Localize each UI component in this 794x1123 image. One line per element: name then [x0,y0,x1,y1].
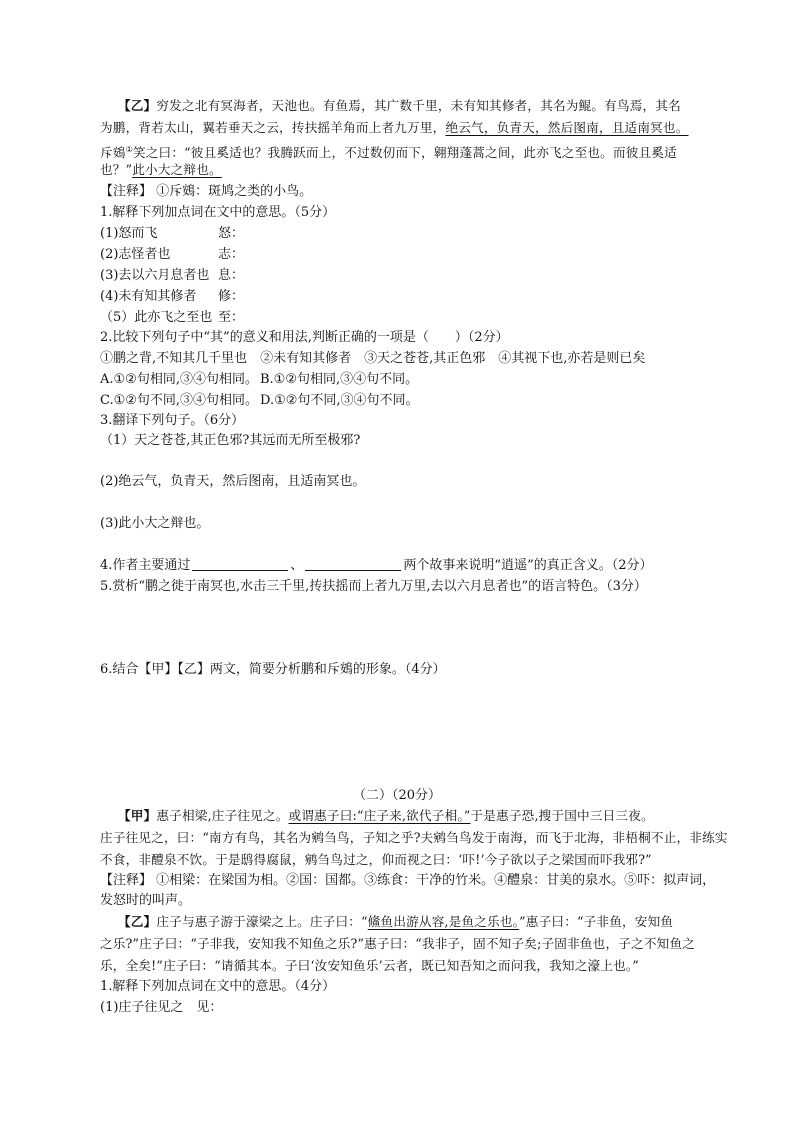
answer-blank-1[interactable] [192,556,288,571]
q1-item-5: （5）此亦飞之至也 至： [100,310,245,325]
q2-options-cd [100,391,419,411]
q1-item-4: (4)未有知其修者 修： [100,289,245,304]
yi-passage-line-4: 也？”此小大之辩也。 [100,162,222,177]
q3-title: 3.翻译下列句子。（6分） [100,413,245,428]
q1-item-1: (1)怒而飞 怒： [100,226,245,241]
q1-item-3: (3)去以六月息者也 息： [100,268,245,283]
yi2-passage-line-3: 乐，全矣!”庄子曰：“请循其本。子曰‘汝安知鱼乐’云者，既已知吾知之而问我，我知之濠上也。” [100,958,640,973]
q2-title: 2.比较下列句子中“其”的意义和用法,判断正确的一项是（ ）（2分） [100,330,509,345]
yi2-passage-line-1: 【乙】庄子与惠子游于濠梁之上。庄子曰：“鯈鱼出游从容,是鱼之乐也。”惠子曰：“子非鱼，安知鱼 [118,914,674,929]
note-2-line-2: 发怒时的叫声。 [100,893,192,908]
answer-blank-2[interactable] [305,556,401,571]
yi-passage-line-3: 斥鴳①笑之曰：“彼且奚适也？我腾跃而上，不过数仞而下，翱翔蓬蒿之间，此亦飞之至也。而彼且奚适 [100,145,677,161]
q5: 5.赏析“鹏之徙于南冥也,水击三千里,抟扶摇而上者九万里,去以六月息者也”的语言特色。（3分） [100,579,647,594]
q3-sentence-1: （1）天之苍苍,其正色邪?其远而无所至极邪? [100,433,361,448]
q2-options-ab [100,370,418,390]
q3-sentence-3: (3)此小大之辩也。 [100,516,210,531]
note-1: 【注释】 ①斥鴳：斑鸠之类的小鸟。 [100,184,313,199]
jia-passage-line-1: 【甲】惠子相梁,庄子往见之。或谓惠子曰:“庄子来,欲代子相。”于是惠子恐,搜于国中三日三夜。 [118,808,654,823]
q7-item-1: (1)庄子往见之 见： [100,1000,223,1015]
yi2-passage-line-2: 之乐?”庄子曰：“子非我，安知我不知鱼之乐?”惠子曰：“我非子，固不知子矣;子固非鱼也，子之不知鱼之 [100,936,696,951]
q3-sentence-2: (2)绝云气，负青天，然后图南，且适南冥也。 [100,474,366,489]
q4: 4.作者主要通过 、 两个故事来说明“逍遥”的真正含义。（2分） [100,558,653,573]
yi-passage-line-2: 为鹏，背若太山，翼若垂天之云，抟扶摇羊角而上者九万里，绝云气，负青天，然后图南，且适南冥也。 [100,120,689,135]
option-d: D.①②句不同,③④句不同。 [260,393,419,408]
section-2-heading: （二）（20分） [352,788,442,803]
yi-passage-line-1: 【乙】穷发之北有冥海者，天池也。有鱼焉，其广数千里，未有知其修者，其名为鲲。有鸟焉，其名 [118,98,681,113]
q1-title: 1.解释下列加点词在文中的意思。（5分） [100,205,336,220]
option-b: B.①②句相同,③④句不同。 [260,372,419,387]
option-c: C.①②句不同,③④句相同。 [100,393,259,408]
underlined-sentence: 鯈鱼出游从容,是鱼之乐也。 [367,914,520,929]
q6: 6.结合【甲】【乙】两文，简要分析鹏和斥鴳的形象。（4分） [100,662,446,677]
underlined-sentence: 或谓惠子曰:“庄子来,欲代子相。” [288,808,471,823]
q1-item-2: (2)志怪者也 志： [100,247,245,262]
underlined-sentence: 此小大之辩也。 [132,162,222,177]
q2-sentences: ①鹏之背,不知其几千里也 ②未有知其修者 ③天之苍苍,其正色邪 ④其视下也,亦若是则已矣 [100,351,646,366]
jia-passage-line-2: 庄子往见之，曰：“南方有鸟，其名为鹓刍鸟，子知之乎?夫鹓刍鸟发于南海，而飞于北海，非梧桐不止，非练实 [100,830,728,845]
note-2-line-1: 【注释】 ①相梁：在梁国为相。②国：国都。③练食：干净的竹米。④醴泉：甘美的泉水。⑤吓：拟声词， [100,873,716,888]
option-a: A.①②句相同,③④句相同。 [100,372,258,387]
q7-title: 1.解释下列加点词在文中的意思。（4分） [100,979,336,994]
underlined-sentence: 绝云气，负青天，然后图南，且适南冥也。 [445,120,689,135]
jia-passage-line-3: 不食，非醴泉不饮。于是鸱得腐鼠，鹓刍鸟过之，仰而视之曰：‘吓!’今子欲以子之梁国而吓我邪?” [100,852,652,867]
